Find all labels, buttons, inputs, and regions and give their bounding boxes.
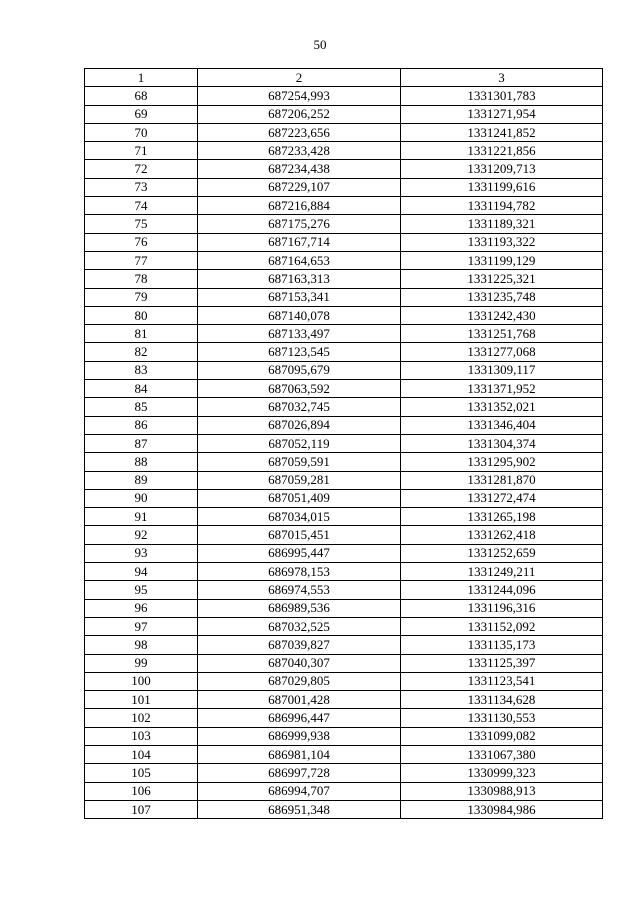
x-coordinate-cell: 687029,805 [198, 672, 401, 690]
table-row [85, 215, 603, 233]
point-number-cell: 100 [85, 672, 198, 690]
y-coordinate-cell: 1331221,856 [401, 142, 603, 160]
x-coordinate-cell: 687059,591 [198, 453, 401, 471]
point-number-cell: 80 [85, 306, 198, 324]
point-number-cell: 69 [85, 105, 198, 123]
y-coordinate-cell: 1331301,783 [401, 87, 603, 105]
table-row [85, 361, 603, 379]
y-coordinate-cell: 1330984,986 [401, 800, 603, 818]
table-row [85, 178, 603, 196]
table-row [85, 672, 603, 690]
table-row [85, 197, 603, 215]
x-coordinate-cell: 686994,707 [198, 782, 401, 800]
table-row [85, 87, 603, 105]
table-row [85, 142, 603, 160]
x-coordinate-cell: 687032,525 [198, 617, 401, 635]
point-number-cell: 94 [85, 563, 198, 581]
y-coordinate-cell: 1331309,117 [401, 361, 603, 379]
table-row [85, 380, 603, 398]
table-row [85, 727, 603, 745]
x-coordinate-cell: 687015,451 [198, 526, 401, 544]
x-coordinate-cell: 687001,428 [198, 691, 401, 709]
y-coordinate-cell: 1331295,902 [401, 453, 603, 471]
table-row [85, 471, 603, 489]
point-number-cell: 88 [85, 453, 198, 471]
x-coordinate-cell: 687026,894 [198, 416, 401, 434]
table-row [85, 105, 603, 123]
point-number-cell: 106 [85, 782, 198, 800]
point-number-cell: 92 [85, 526, 198, 544]
x-coordinate-cell: 687234,438 [198, 160, 401, 178]
y-coordinate-cell: 1331199,129 [401, 251, 603, 269]
table-row [85, 416, 603, 434]
point-number-cell: 77 [85, 251, 198, 269]
table-row [85, 398, 603, 416]
point-number-cell: 96 [85, 599, 198, 617]
y-coordinate-cell: 1331189,321 [401, 215, 603, 233]
x-coordinate-cell: 686995,447 [198, 544, 401, 562]
point-number-cell: 78 [85, 270, 198, 288]
point-number-cell: 105 [85, 764, 198, 782]
x-coordinate-cell: 687216,884 [198, 197, 401, 215]
x-coordinate-cell: 687039,827 [198, 636, 401, 654]
table-row [85, 691, 603, 709]
table-row [85, 709, 603, 727]
y-coordinate-cell: 1331067,380 [401, 745, 603, 763]
x-coordinate-cell: 687032,745 [198, 398, 401, 416]
table-row [85, 526, 603, 544]
point-number-cell: 68 [85, 87, 198, 105]
table-row [85, 270, 603, 288]
table-row [85, 325, 603, 343]
y-coordinate-cell: 1331249,211 [401, 563, 603, 581]
table-row [85, 508, 603, 526]
y-coordinate-cell: 1331194,782 [401, 197, 603, 215]
table-row [85, 544, 603, 562]
column-header-2: 2 [198, 69, 401, 87]
x-coordinate-cell: 686989,536 [198, 599, 401, 617]
table-row [85, 160, 603, 178]
point-number-cell: 79 [85, 288, 198, 306]
y-coordinate-cell: 1331281,870 [401, 471, 603, 489]
x-coordinate-cell: 687040,307 [198, 654, 401, 672]
x-coordinate-cell: 687051,409 [198, 489, 401, 507]
table-row [85, 800, 603, 818]
point-number-cell: 101 [85, 691, 198, 709]
point-number-cell: 74 [85, 197, 198, 215]
point-number-cell: 84 [85, 380, 198, 398]
x-coordinate-cell: 687052,119 [198, 434, 401, 452]
table-row [85, 251, 603, 269]
point-number-cell: 87 [85, 434, 198, 452]
point-number-cell: 70 [85, 123, 198, 141]
y-coordinate-cell: 1331251,768 [401, 325, 603, 343]
table-row [85, 453, 603, 471]
x-coordinate-cell: 687233,428 [198, 142, 401, 160]
point-number-cell: 99 [85, 654, 198, 672]
y-coordinate-cell: 1331242,430 [401, 306, 603, 324]
y-coordinate-cell: 1330999,323 [401, 764, 603, 782]
point-number-cell: 97 [85, 617, 198, 635]
point-number-cell: 83 [85, 361, 198, 379]
table-row [85, 745, 603, 763]
x-coordinate-cell: 687059,281 [198, 471, 401, 489]
point-number-cell: 103 [85, 727, 198, 745]
x-coordinate-cell: 686999,938 [198, 727, 401, 745]
x-coordinate-cell: 687206,252 [198, 105, 401, 123]
y-coordinate-cell: 1331352,021 [401, 398, 603, 416]
y-coordinate-cell: 1331235,748 [401, 288, 603, 306]
point-number-cell: 82 [85, 343, 198, 361]
table-row [85, 489, 603, 507]
x-coordinate-cell: 687133,497 [198, 325, 401, 343]
point-number-cell: 104 [85, 745, 198, 763]
x-coordinate-cell: 687229,107 [198, 178, 401, 196]
point-number-cell: 72 [85, 160, 198, 178]
y-coordinate-cell: 1331099,082 [401, 727, 603, 745]
coordinates-table [84, 68, 603, 819]
x-coordinate-cell: 686951,348 [198, 800, 401, 818]
y-coordinate-cell: 1331271,954 [401, 105, 603, 123]
y-coordinate-cell: 1331135,173 [401, 636, 603, 654]
x-coordinate-cell: 687153,341 [198, 288, 401, 306]
table-row [85, 581, 603, 599]
point-number-cell: 93 [85, 544, 198, 562]
table-row [85, 288, 603, 306]
table-row [85, 654, 603, 672]
x-coordinate-cell: 687063,592 [198, 380, 401, 398]
x-coordinate-cell: 687223,656 [198, 123, 401, 141]
x-coordinate-cell: 687254,993 [198, 87, 401, 105]
table-row [85, 306, 603, 324]
point-number-cell: 95 [85, 581, 198, 599]
y-coordinate-cell: 1331152,092 [401, 617, 603, 635]
x-coordinate-cell: 687095,679 [198, 361, 401, 379]
point-number-cell: 102 [85, 709, 198, 727]
x-coordinate-cell: 686974,553 [198, 581, 401, 599]
point-number-cell: 89 [85, 471, 198, 489]
y-coordinate-cell: 1331196,316 [401, 599, 603, 617]
column-header-3: 3 [401, 69, 603, 87]
y-coordinate-cell: 1331244,096 [401, 581, 603, 599]
point-number-cell: 86 [85, 416, 198, 434]
point-number-cell: 91 [85, 508, 198, 526]
x-coordinate-cell: 687163,313 [198, 270, 401, 288]
x-coordinate-cell: 687123,545 [198, 343, 401, 361]
y-coordinate-cell: 1331371,952 [401, 380, 603, 398]
x-coordinate-cell: 686978,153 [198, 563, 401, 581]
y-coordinate-cell: 1330988,913 [401, 782, 603, 800]
y-coordinate-cell: 1331346,404 [401, 416, 603, 434]
point-number-cell: 107 [85, 800, 198, 818]
table-body [85, 87, 603, 819]
point-number-cell: 98 [85, 636, 198, 654]
y-coordinate-cell: 1331193,322 [401, 233, 603, 251]
point-number-cell: 73 [85, 178, 198, 196]
point-number-cell: 90 [85, 489, 198, 507]
y-coordinate-cell: 1331125,397 [401, 654, 603, 672]
table-row [85, 764, 603, 782]
y-coordinate-cell: 1331277,068 [401, 343, 603, 361]
y-coordinate-cell: 1331134,628 [401, 691, 603, 709]
x-coordinate-cell: 687034,015 [198, 508, 401, 526]
y-coordinate-cell: 1331209,713 [401, 160, 603, 178]
table-row [85, 599, 603, 617]
table-row [85, 343, 603, 361]
point-number-cell: 81 [85, 325, 198, 343]
table-row [85, 782, 603, 800]
table-row [85, 123, 603, 141]
table-row [85, 636, 603, 654]
x-coordinate-cell: 687140,078 [198, 306, 401, 324]
point-number-cell: 75 [85, 215, 198, 233]
y-coordinate-cell: 1331130,553 [401, 709, 603, 727]
y-coordinate-cell: 1331123,541 [401, 672, 603, 690]
x-coordinate-cell: 687167,714 [198, 233, 401, 251]
point-number-cell: 71 [85, 142, 198, 160]
table-row [85, 563, 603, 581]
column-header-1: 1 [85, 69, 198, 87]
table-row [85, 434, 603, 452]
x-coordinate-cell: 687164,653 [198, 251, 401, 269]
y-coordinate-cell: 1331262,418 [401, 526, 603, 544]
y-coordinate-cell: 1331265,198 [401, 508, 603, 526]
table-row [85, 617, 603, 635]
y-coordinate-cell: 1331225,321 [401, 270, 603, 288]
table-header-row [85, 69, 603, 87]
page-number: 50 [313, 37, 327, 52]
y-coordinate-cell: 1331272,474 [401, 489, 603, 507]
point-number-cell: 85 [85, 398, 198, 416]
x-coordinate-cell: 686996,447 [198, 709, 401, 727]
x-coordinate-cell: 686981,104 [198, 745, 401, 763]
y-coordinate-cell: 1331199,616 [401, 178, 603, 196]
x-coordinate-cell: 686997,728 [198, 764, 401, 782]
x-coordinate-cell: 687175,276 [198, 215, 401, 233]
y-coordinate-cell: 1331241,852 [401, 123, 603, 141]
table-row [85, 233, 603, 251]
y-coordinate-cell: 1331252,659 [401, 544, 603, 562]
y-coordinate-cell: 1331304,374 [401, 434, 603, 452]
point-number-cell: 76 [85, 233, 198, 251]
